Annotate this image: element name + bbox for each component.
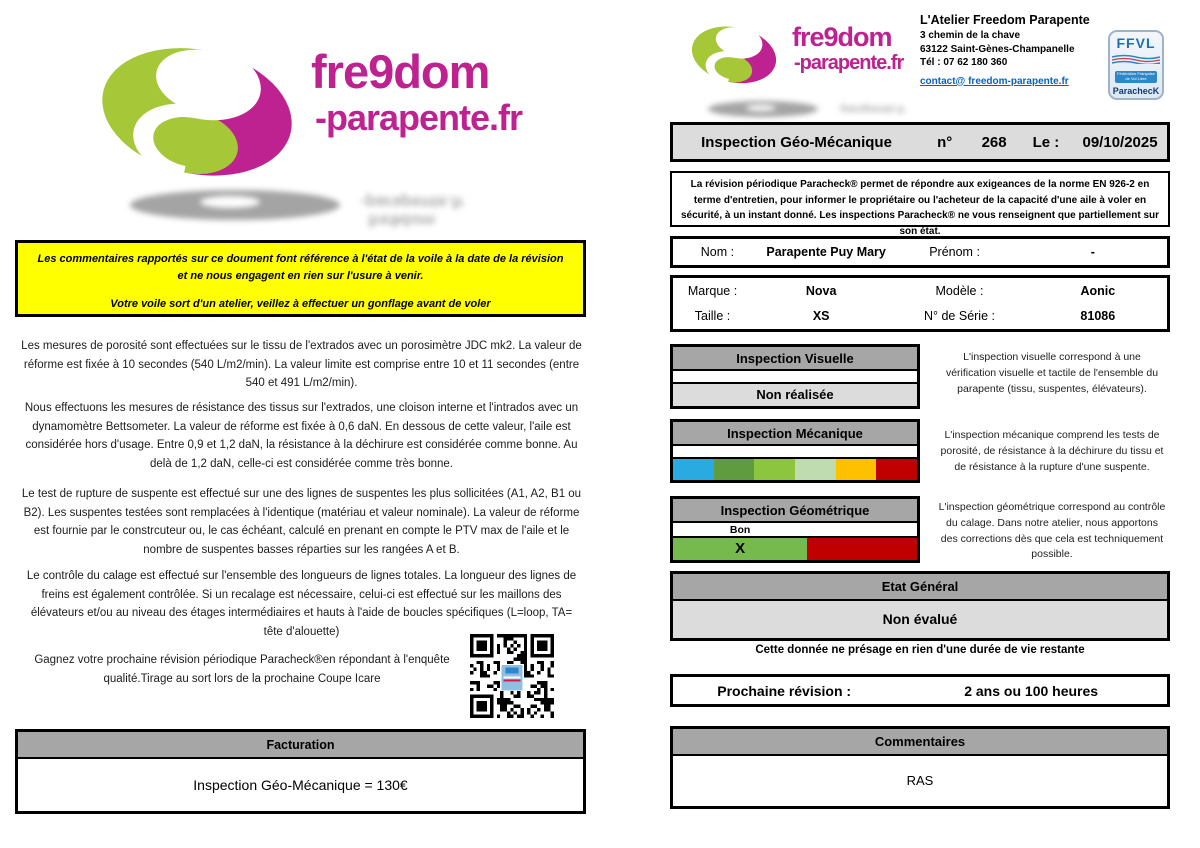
mechanical-inspection-description: L'inspection mécanique comprend les tests de porosité, de résistance à la déchirure du tissu et de résistance à la rupture d'une suspente.	[940, 429, 1164, 473]
line-rupture-paragraph: Le test de rupture de suspente est effectué sur une des lignes de suspentes les plus sollicitées (A1, A2, B1 ou B2). Les suspentes testées sont remplacées à l'identique (matériau et valeur nominale). La valeur de réforme est fournie par le constrcuteur ou, le cas échéant, calculé en prenant en compte le PTV max de l'aile et le nombre de suspentes basses réparties sur les rangées A et B.	[21, 488, 582, 556]
general-state-header: Etat Général	[673, 574, 1167, 601]
left-page	[15, 0, 588, 848]
warning-line2: Votre voile sort d'un atelier, veillez à effectuer un gonflage avant de voler	[110, 298, 491, 310]
inspection-date-value: 09/10/2025	[1082, 133, 1158, 151]
visual-inspection-result: Non réalisée	[673, 384, 917, 406]
brand-logo-small	[684, 18, 784, 95]
qr-code-image	[470, 634, 554, 718]
paraglider-logo-icon	[684, 18, 784, 90]
visual-inspection-box	[670, 344, 920, 409]
ffvl-paracheck-badge	[1108, 30, 1164, 100]
lifespan-note: Cette donnée ne présage en rien d'une durée de vie restante	[755, 644, 1085, 656]
geometric-result-row	[673, 523, 917, 538]
mechanical-rating-scale	[673, 459, 917, 480]
prenom-value: -	[1090, 245, 1095, 259]
phone-line: Tél : 07 62 180 360	[920, 57, 1008, 68]
visual-inspection-header: Inspection Visuelle	[673, 347, 917, 371]
inspection-title-bar	[670, 122, 1170, 162]
warning-line1: Les commentaires rapportés sur ce doument font référence à l'état de la voile à la date de la révision et ne nous engagent en rien sur l'usure à venir.	[37, 253, 564, 282]
geometric-inspection-header: Inspection Géométrique	[673, 499, 917, 523]
marque-label: Marque :	[687, 283, 738, 298]
empty-row	[673, 446, 917, 459]
inspection-title: Inspection Géo-Mécanique	[701, 133, 892, 151]
geometric-good-cell: X	[673, 538, 807, 560]
address-line2: 63122 Saint-Gènes-Champanelle	[920, 43, 1075, 55]
logo-reflection: -parapente.fr fre9dom	[110, 186, 530, 232]
comments-box	[670, 726, 1170, 809]
mechanical-inspection-box	[670, 419, 920, 483]
visual-inspection-description: L'inspection visuelle correspond à une vérification visuelle et tactile de l'ensemble du parapente (tissu, suspentes, élévateurs).	[945, 351, 1159, 395]
taille-label: Taille :	[694, 309, 731, 324]
porosity-paragraph: Les mesures de porosité sont effectuées sur le tissu de l'extrados avec un porosimètre JDC mk2. La valeur de réforme est fixée à 10 secondes (540 L/m2/min). La valeur limite est comprise entre 10 et 11 secondes (entre 540 et 491 L/m2/min).	[21, 340, 582, 390]
geometric-inspection-description: L'inspection géométrique correspond au contrôle du calage. Dans notre atelier, nous apportons des corrections dès que cela est techniquement possible.	[938, 501, 1166, 561]
modele-label: Modèle :	[935, 283, 984, 298]
next-revision-value: 2 ans ou 100 heures	[964, 682, 1099, 699]
taille-value: XS	[812, 309, 830, 324]
logo-reflection: -parapente.fr	[698, 98, 958, 124]
comments-value: RAS	[906, 773, 934, 788]
owner-table	[670, 236, 1170, 268]
prenom-label: Prénom :	[929, 245, 980, 259]
mechanical-inspection-header: Inspection Mécanique	[673, 422, 917, 446]
geometric-result-label: Bon	[729, 524, 751, 536]
brand-wordmark-line1: fre9dom	[792, 22, 892, 52]
email-link[interactable]: contact@ freedom-parapente.fr	[920, 75, 1069, 87]
paracheck-label: ParachecK	[1112, 85, 1160, 96]
workshop-address-block	[920, 13, 1105, 89]
paraglider-logo-icon	[83, 35, 311, 185]
next-revision-label: Prochaine révision :	[717, 682, 852, 699]
serie-label: N° de Série :	[923, 309, 995, 324]
brand-wordmark-line2: -parapente.fr	[315, 97, 523, 138]
wave-icon	[1112, 54, 1160, 64]
ffvl-label: FFVL	[1116, 35, 1156, 51]
brand-wordmark-line2: -parapente.fr	[794, 52, 904, 74]
inspection-number-value: 268	[981, 133, 1007, 151]
facturation-header: Facturation	[18, 732, 583, 759]
glider-table	[670, 275, 1170, 332]
facturation-box	[15, 729, 586, 814]
empty-row	[673, 371, 917, 384]
next-revision-box	[670, 674, 1170, 707]
marque-value: Nova	[805, 283, 837, 298]
inspection-number-label: n°	[937, 133, 953, 151]
nom-value: Parapente Puy Mary	[766, 245, 886, 259]
brand-wordmark-line1: fre9dom	[311, 45, 490, 98]
contest-text: Gagnez votre prochaine révision périodique Paracheck®en répondant à l'enquête qualité.Tirage au sort lors de la prochaine Coupe Icare	[34, 654, 450, 685]
qr-code	[470, 634, 554, 718]
right-page	[670, 0, 1170, 848]
geometric-rating-row	[673, 538, 917, 560]
nom-label: Nom :	[700, 245, 735, 259]
modele-value: Aonic	[1080, 283, 1116, 298]
federation-label: Fédération Française de Vol Libre	[1115, 71, 1157, 83]
workshop-name: L'Atelier Freedom Parapente	[920, 13, 1090, 27]
address-line1: 3 chemin de la chave	[920, 30, 1021, 41]
general-state-box	[670, 571, 1170, 641]
geometric-bad-cell	[807, 538, 917, 560]
general-state-result: Non évalué	[673, 601, 1167, 638]
comments-header: Commentaires	[673, 729, 1167, 756]
facturation-value: Inspection Géo-Mécanique = 130€	[193, 777, 408, 793]
geometric-inspection-box	[670, 496, 920, 563]
trim-control-paragraph: Le contrôle du calage est effectué sur l'ensemble des longueurs de lignes totales. La longueur des lignes de freins est également contrôlée. Si un recalage est nécessaire, celui-ci est effectué sur les maillons des élévateurs et/ou au niveau des étages intermédiaires et hauts à l'aide de boucles spécifiques (L=loop, TA= tête d'alouette)	[26, 570, 577, 638]
serie-value: 81086	[1080, 309, 1116, 324]
warning-box	[15, 240, 586, 317]
brand-logo	[83, 35, 311, 190]
inspection-date-label: Le :	[1032, 133, 1060, 151]
tear-resistance-paragraph: Nous effectuons les mesures de résistance des tissus sur l'extrados, une cloison interne et l'intrados avec un dynamomètre Bettsometer. La valeur de réforme est fixée à 0,6 daN. En dessous de cette valeur, l'aile est considérée hors d'usage. Entre 0,9 et 1,2 daN, la résistance à la déchirure est considérée comme bonne. Au delà de 1,2 daN, celle-ci est considérée comme très bonne.	[24, 402, 579, 470]
paracheck-intro-box: La révision périodique Paracheck® permet de répondre aux exigeances de la norme EN 926-2 en terme d'entretien, pour informer le propriétaire ou l'acheteur de la capacité d'une aile à voler en sécurité, à un instant donné. Les inspections Paracheck® ne vous renseignent que partiellement sur son état.	[670, 171, 1170, 227]
